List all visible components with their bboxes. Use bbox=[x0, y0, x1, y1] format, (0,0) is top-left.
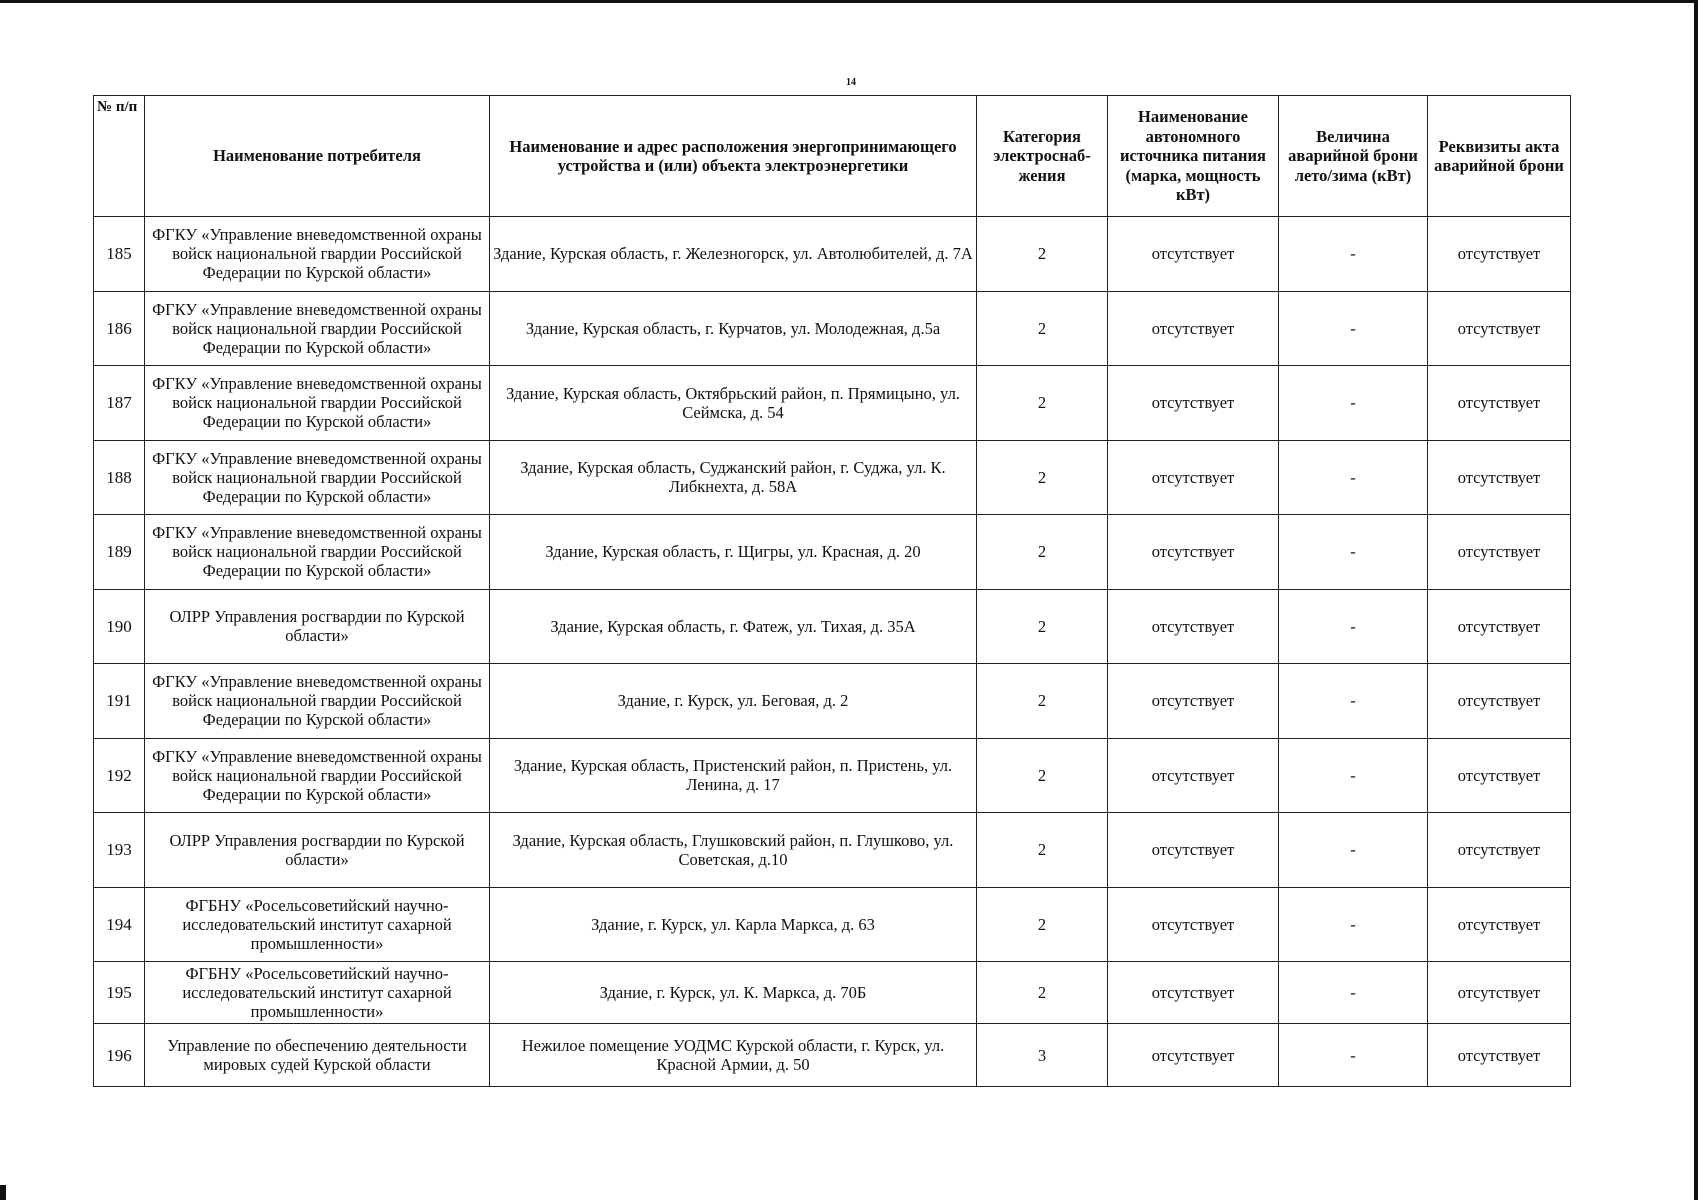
cell-category: 3 bbox=[977, 1024, 1108, 1087]
cell-reserve: - bbox=[1279, 962, 1428, 1024]
cell-category: 2 bbox=[977, 664, 1108, 739]
cell-number: 194 bbox=[94, 887, 145, 962]
cell-number: 189 bbox=[94, 515, 145, 590]
cell-act: отсутствует bbox=[1428, 962, 1571, 1024]
table-row bbox=[94, 366, 1571, 441]
cell-consumer: ОЛРР Управления росгвардии по Курской области» bbox=[145, 589, 490, 664]
cell-act: отсутствует bbox=[1428, 813, 1571, 888]
scan-edge-right bbox=[1694, 0, 1698, 1200]
cell-consumer: ФГБНУ «Росельсоветийский научно-исследовательский институт сахарной промышленности» bbox=[145, 887, 490, 962]
cell-act: отсутствует bbox=[1428, 664, 1571, 739]
cell-power-source: отсутствует bbox=[1108, 962, 1279, 1024]
table-row bbox=[94, 589, 1571, 664]
cell-power-source: отсутствует bbox=[1108, 515, 1279, 590]
cell-category: 2 bbox=[977, 291, 1108, 366]
table-row bbox=[94, 440, 1571, 515]
cell-act: отсутствует bbox=[1428, 440, 1571, 515]
cell-act: отсутствует bbox=[1428, 515, 1571, 590]
header-reserve: Величина аварийной брони лето/зима (кВт) bbox=[1279, 96, 1428, 217]
cell-category: 2 bbox=[977, 440, 1108, 515]
cell-category: 2 bbox=[977, 813, 1108, 888]
cell-category: 2 bbox=[977, 962, 1108, 1024]
scan-edge-top bbox=[0, 0, 1698, 3]
table-row bbox=[94, 515, 1571, 590]
cell-consumer: ФГКУ «Управление вневедомственной охраны войск национальной гвардии Российской Федерации по Курской области» bbox=[145, 440, 490, 515]
cell-reserve: - bbox=[1279, 1024, 1428, 1087]
table-row bbox=[94, 962, 1571, 1024]
cell-number: 186 bbox=[94, 291, 145, 366]
cell-act: отсутствует bbox=[1428, 738, 1571, 813]
cell-object: Здание, Курская область, г. Железногорск, ул. Автолюбителей, д. 7А bbox=[490, 217, 977, 292]
cell-power-source: отсутствует bbox=[1108, 738, 1279, 813]
cell-consumer: Управление по обеспечению деятельности мировых судей Курской области bbox=[145, 1024, 490, 1087]
page-number: 14 bbox=[846, 77, 856, 88]
cell-act: отсутствует bbox=[1428, 291, 1571, 366]
cell-consumer: ФГКУ «Управление вневедомственной охраны войск национальной гвардии Российской Федерации по Курской области» bbox=[145, 291, 490, 366]
cell-power-source: отсутствует bbox=[1108, 217, 1279, 292]
table-row bbox=[94, 738, 1571, 813]
cell-object: Здание, Курская область, Глушковский район, п. Глушково, ул. Советская, д.10 bbox=[490, 813, 977, 888]
cell-number: 192 bbox=[94, 738, 145, 813]
cell-object: Здание, Курская область, г. Курчатов, ул. Молодежная, д.5а bbox=[490, 291, 977, 366]
cell-reserve: - bbox=[1279, 366, 1428, 441]
cell-consumer: ФГБНУ «Росельсоветийский научно-исследовательский институт сахарной промышленности» bbox=[145, 962, 490, 1024]
table-row bbox=[94, 813, 1571, 888]
table-row bbox=[94, 664, 1571, 739]
cell-consumer: ФГКУ «Управление вневедомственной охраны войск национальной гвардии Российской Федерации по Курской области» bbox=[145, 664, 490, 739]
cell-reserve: - bbox=[1279, 515, 1428, 590]
cell-category: 2 bbox=[977, 887, 1108, 962]
cell-act: отсутствует bbox=[1428, 887, 1571, 962]
cell-reserve: - bbox=[1279, 440, 1428, 515]
cell-reserve: - bbox=[1279, 887, 1428, 962]
table-header-row bbox=[94, 96, 1571, 217]
cell-number: 191 bbox=[94, 664, 145, 739]
cell-category: 2 bbox=[977, 515, 1108, 590]
cell-reserve: - bbox=[1279, 291, 1428, 366]
cell-power-source: отсутствует bbox=[1108, 813, 1279, 888]
cell-reserve: - bbox=[1279, 589, 1428, 664]
cell-object: Здание, Курская область, г. Фатеж, ул. Тихая, д. 35А bbox=[490, 589, 977, 664]
header-power-source: Наименование автономного источника питания (марка, мощность кВт) bbox=[1108, 96, 1279, 217]
table-row bbox=[94, 887, 1571, 962]
cell-number: 193 bbox=[94, 813, 145, 888]
cell-number: 195 bbox=[94, 962, 145, 1024]
cell-power-source: отсутствует bbox=[1108, 440, 1279, 515]
power-consumers-table bbox=[93, 95, 1571, 1087]
header-act: Реквизиты акта аварийной брони bbox=[1428, 96, 1571, 217]
table-row bbox=[94, 217, 1571, 292]
cell-reserve: - bbox=[1279, 664, 1428, 739]
header-number: № п/п bbox=[94, 96, 145, 217]
cell-consumer: ФГКУ «Управление вневедомственной охраны войск национальной гвардии Российской Федерации по Курской области» bbox=[145, 515, 490, 590]
table-row bbox=[94, 1024, 1571, 1087]
header-object: Наименование и адрес расположения энергопринимающего устройства и (или) объекта электроэнергетики bbox=[490, 96, 977, 217]
header-category: Категория электроснаб-жения bbox=[977, 96, 1108, 217]
cell-category: 2 bbox=[977, 366, 1108, 441]
cell-power-source: отсутствует bbox=[1108, 1024, 1279, 1087]
cell-number: 185 bbox=[94, 217, 145, 292]
cell-object: Здание, Курская область, Октябрьский район, п. Прямицыно, ул. Сеймска, д. 54 bbox=[490, 366, 977, 441]
cell-number: 187 bbox=[94, 366, 145, 441]
cell-act: отсутствует bbox=[1428, 217, 1571, 292]
cell-category: 2 bbox=[977, 738, 1108, 813]
cell-number: 190 bbox=[94, 589, 145, 664]
scan-edge-corner bbox=[0, 1185, 6, 1200]
cell-number: 196 bbox=[94, 1024, 145, 1087]
header-consumer: Наименование потребителя bbox=[145, 96, 490, 217]
cell-power-source: отсутствует bbox=[1108, 366, 1279, 441]
cell-number: 188 bbox=[94, 440, 145, 515]
cell-object: Здание, Курская область, г. Щигры, ул. Красная, д. 20 bbox=[490, 515, 977, 590]
cell-object: Здание, г. Курск, ул. К. Маркса, д. 70Б bbox=[490, 962, 977, 1024]
cell-category: 2 bbox=[977, 589, 1108, 664]
cell-act: отсутствует bbox=[1428, 1024, 1571, 1087]
cell-power-source: отсутствует bbox=[1108, 589, 1279, 664]
cell-act: отсутствует bbox=[1428, 366, 1571, 441]
table-row bbox=[94, 291, 1571, 366]
cell-power-source: отсутствует bbox=[1108, 887, 1279, 962]
cell-consumer: ФГКУ «Управление вневедомственной охраны войск национальной гвардии Российской Федерации по Курской области» bbox=[145, 738, 490, 813]
cell-reserve: - bbox=[1279, 813, 1428, 888]
cell-reserve: - bbox=[1279, 738, 1428, 813]
cell-power-source: отсутствует bbox=[1108, 291, 1279, 366]
cell-object: Здание, Курская область, Суджанский район, г. Суджа, ул. К. Либкнехта, д. 58А bbox=[490, 440, 977, 515]
cell-act: отсутствует bbox=[1428, 589, 1571, 664]
cell-consumer: ОЛРР Управления росгвардии по Курской области» bbox=[145, 813, 490, 888]
cell-consumer: ФГКУ «Управление вневедомственной охраны войск национальной гвардии Российской Федерации по Курской области» bbox=[145, 366, 490, 441]
cell-reserve: - bbox=[1279, 217, 1428, 292]
cell-consumer: ФГКУ «Управление вневедомственной охраны войск национальной гвардии Российской Федерации по Курской области» bbox=[145, 217, 490, 292]
cell-object: Нежилое помещение УОДМС Курской области, г. Курск, ул. Красной Армии, д. 50 bbox=[490, 1024, 977, 1087]
cell-object: Здание, Курская область, Пристенский район, п. Пристень, ул. Ленина, д. 17 bbox=[490, 738, 977, 813]
cell-category: 2 bbox=[977, 217, 1108, 292]
cell-object: Здание, г. Курск, ул. Карла Маркса, д. 63 bbox=[490, 887, 977, 962]
cell-power-source: отсутствует bbox=[1108, 664, 1279, 739]
cell-object: Здание, г. Курск, ул. Беговая, д. 2 bbox=[490, 664, 977, 739]
